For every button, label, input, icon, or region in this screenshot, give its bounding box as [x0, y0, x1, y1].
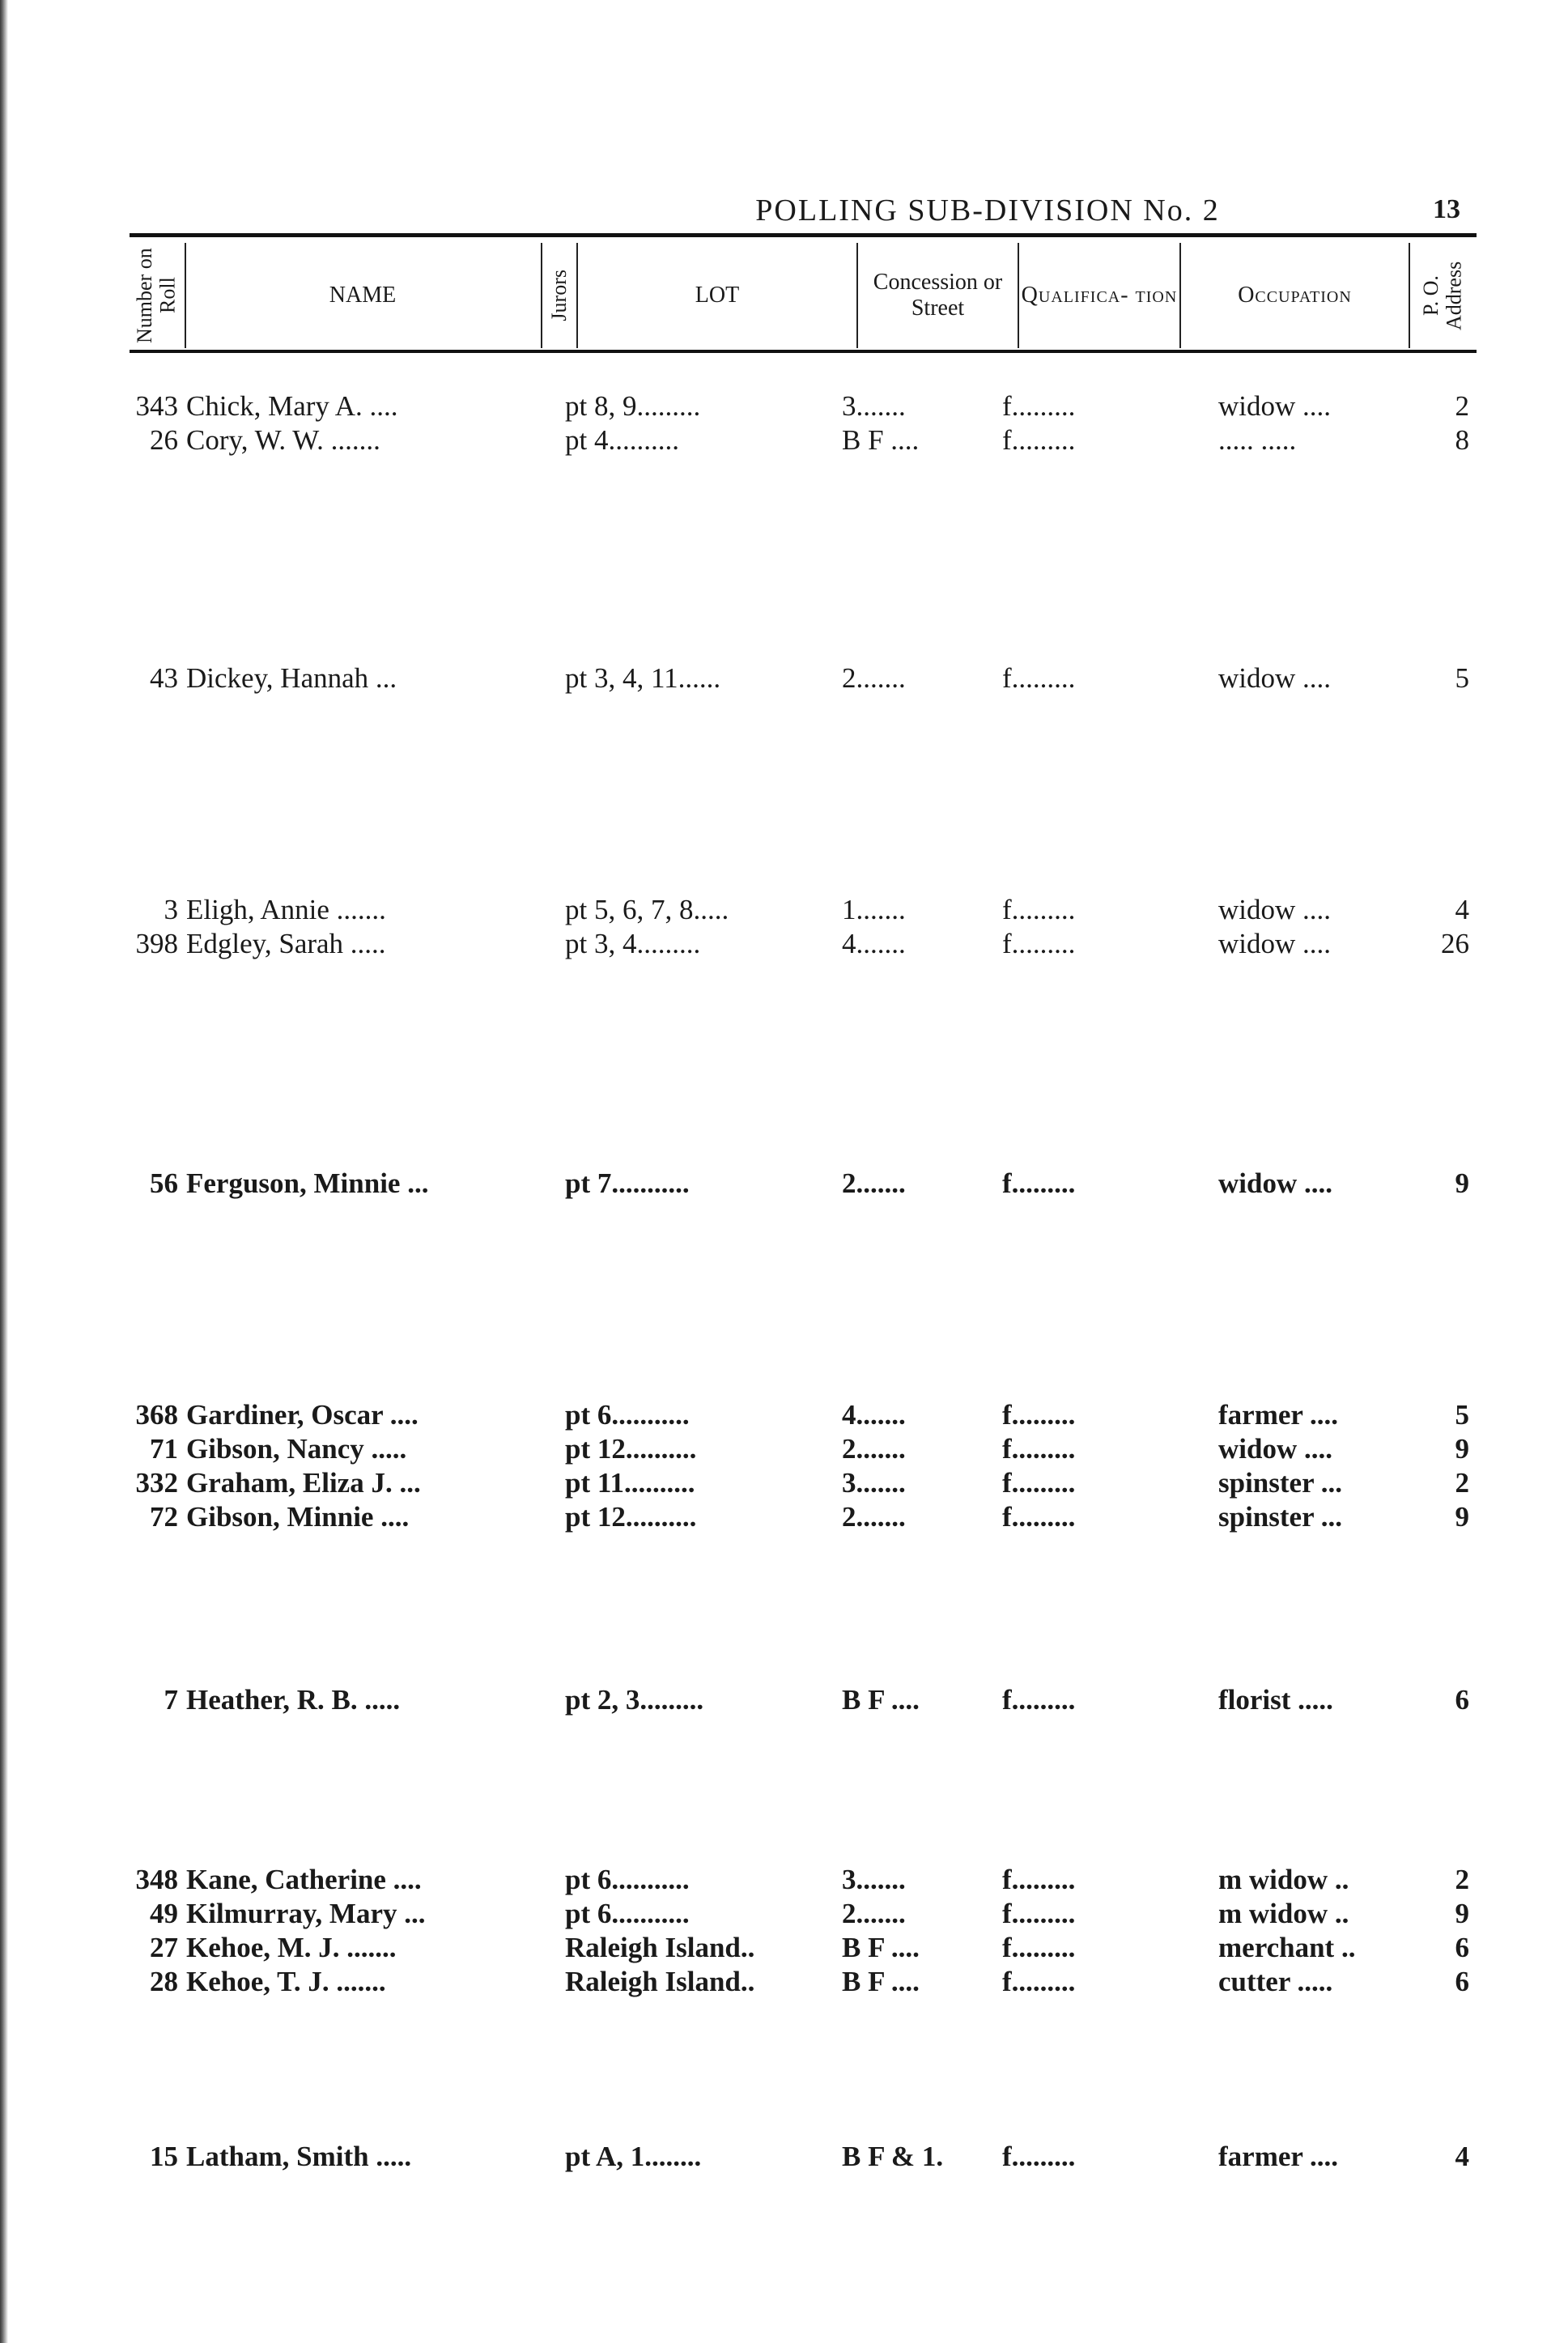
voter-name: Chick, Mary A. .... [186, 390, 398, 422]
roll-number: 7 [164, 1684, 178, 1716]
table-row [0, 1467, 1568, 1501]
roll-number: 71 [150, 1433, 178, 1465]
occupation-cell: widow .... [1218, 928, 1332, 959]
table-row [0, 894, 1568, 928]
qualification-cell: f......... [1002, 928, 1076, 959]
occupation-cell: spinster ... [1218, 1467, 1342, 1499]
voter-name: Cory, W. W. ....... [186, 424, 380, 456]
occupation-cell: widow .... [1218, 894, 1332, 925]
page-title: POLLING SUB-DIVISION No. 2 [755, 193, 1220, 227]
concession-cell: B F .... [842, 1966, 920, 1997]
page-number: 13 [1433, 194, 1460, 224]
po-address-cell: 4 [1455, 2141, 1469, 2172]
table-row [0, 1864, 1568, 1898]
concession-cell: B F .... [842, 1932, 920, 1963]
occupation-cell: m widow .. [1218, 1898, 1349, 1929]
header-lot: LOT [695, 282, 740, 308]
concession-cell: 4....... [842, 1399, 906, 1431]
voter-name: Gibson, Nancy ..... [186, 1433, 407, 1465]
concession-cell: 3....... [842, 390, 906, 422]
table-row [0, 1167, 1568, 1201]
header-jurors: Jurors [546, 270, 571, 321]
qualification-cell: f......... [1002, 1467, 1076, 1499]
voter-name: Gardiner, Oscar .... [186, 1399, 419, 1431]
po-address-cell: 6 [1455, 1932, 1469, 1963]
qualification-cell: f......... [1002, 1932, 1076, 1963]
table-row [0, 1898, 1568, 1932]
occupation-cell: farmer .... [1218, 2141, 1339, 2172]
lot-cell: pt 4.......... [565, 424, 679, 456]
qualification-cell: f......... [1002, 2141, 1076, 2172]
po-address-cell: 6 [1455, 1684, 1469, 1716]
qualification-cell: f......... [1002, 1864, 1076, 1895]
header-name: NAME [329, 282, 397, 308]
occupation-cell: widow .... [1218, 1433, 1332, 1465]
voter-name: Ferguson, Minnie ... [186, 1167, 429, 1199]
occupation-cell: spinster ... [1218, 1501, 1342, 1533]
occupation-cell: cutter ..... [1218, 1966, 1333, 1997]
occupation-cell: widow .... [1218, 1167, 1332, 1199]
header-occupation: Occupation [1238, 282, 1352, 308]
po-address-cell: 9 [1455, 1898, 1469, 1929]
roll-number: 72 [150, 1501, 178, 1533]
occupation-cell: florist ..... [1218, 1684, 1333, 1716]
lot-cell: pt 12.......... [565, 1501, 697, 1533]
occupation-cell: m widow .. [1218, 1864, 1349, 1895]
lot-cell: pt 7........... [565, 1167, 690, 1199]
lot-cell: pt 11.......... [565, 1467, 695, 1499]
roll-number: 28 [150, 1966, 178, 1997]
roll-number: 348 [135, 1864, 178, 1895]
roll-number: 3 [164, 894, 178, 925]
voter-name: Kehoe, M. J. ....... [186, 1932, 397, 1963]
lot-cell: pt 5, 6, 7, 8..... [565, 894, 729, 925]
roll-number: 26 [150, 424, 178, 456]
po-address-cell: 9 [1455, 1167, 1469, 1199]
po-address-cell: 9 [1455, 1501, 1469, 1533]
header-qualification: Qualifica- tion [1021, 282, 1178, 308]
voter-name: Heather, R. B. ..... [186, 1684, 401, 1716]
po-address-cell: 8 [1455, 424, 1469, 456]
concession-cell: 1....... [842, 894, 906, 925]
header-concession: Concession or Street [873, 269, 1003, 321]
voter-name: Edgley, Sarah ..... [186, 928, 386, 959]
lot-cell: pt 3, 4, 11...... [565, 662, 721, 694]
roll-number: 43 [150, 662, 178, 694]
table-row [0, 1684, 1568, 1718]
table-row [0, 424, 1568, 458]
concession-cell: 4....... [842, 928, 906, 959]
qualification-cell: f......... [1002, 1399, 1076, 1431]
concession-cell: B F & 1. [842, 2141, 944, 2172]
lot-cell: Raleigh Island.. [565, 1966, 755, 1997]
lot-cell: pt 2, 3......... [565, 1684, 704, 1716]
qualification-cell: f......... [1002, 1167, 1076, 1199]
po-address-cell: 2 [1455, 1864, 1469, 1895]
concession-cell: 2....... [842, 662, 906, 694]
roll-number: 27 [150, 1932, 178, 1963]
voter-name: Eligh, Annie ....... [186, 894, 386, 925]
table-row [0, 2141, 1568, 2175]
roll-number: 332 [135, 1467, 178, 1499]
lot-cell: pt 12.......... [565, 1433, 697, 1465]
header-number-on-roll: Number on Roll [133, 248, 180, 343]
voter-name: Gibson, Minnie .... [186, 1501, 410, 1533]
concession-cell: 2....... [842, 1433, 906, 1465]
roll-number: 15 [150, 2141, 178, 2172]
qualification-cell: f......... [1002, 894, 1076, 925]
po-address-cell: 5 [1455, 662, 1469, 694]
po-address-cell: 9 [1455, 1433, 1469, 1465]
concession-cell: 3....... [842, 1864, 906, 1895]
po-address-cell: 26 [1441, 928, 1469, 959]
voter-name: Kilmurray, Mary ... [186, 1898, 426, 1929]
header-po-address: P. O. Address [1419, 261, 1466, 330]
table-top-rule [130, 233, 1477, 237]
qualification-cell: f......... [1002, 1684, 1076, 1716]
po-address-cell: 6 [1455, 1966, 1469, 1997]
concession-cell: 2....... [842, 1898, 906, 1929]
po-address-cell: 2 [1455, 1467, 1469, 1499]
roll-number: 343 [135, 390, 178, 422]
table-row [0, 1932, 1568, 1966]
lot-cell: pt 6........... [565, 1898, 690, 1929]
roll-number: 49 [150, 1898, 178, 1929]
qualification-cell: f......... [1002, 1501, 1076, 1533]
occupation-cell: ..... ..... [1218, 424, 1297, 456]
voter-name: Latham, Smith ..... [186, 2141, 412, 2172]
table-row [0, 662, 1568, 696]
roll-number: 398 [135, 928, 178, 959]
concession-cell: 2....... [842, 1167, 906, 1199]
voter-name: Dickey, Hannah ... [186, 662, 397, 694]
po-address-cell: 2 [1455, 390, 1469, 422]
qualification-cell: f......... [1002, 1433, 1076, 1465]
concession-cell: 3....... [842, 1467, 906, 1499]
table-row [0, 390, 1568, 424]
table-row [0, 1399, 1568, 1433]
lot-cell: pt 3, 4......... [565, 928, 701, 959]
table-row [0, 1501, 1568, 1535]
voter-name: Kane, Catherine .... [186, 1864, 422, 1895]
qualification-cell: f......... [1002, 424, 1076, 456]
lot-cell: Raleigh Island.. [565, 1932, 755, 1963]
voter-name: Kehoe, T. J. ....... [186, 1966, 386, 1997]
qualification-cell: f......... [1002, 1898, 1076, 1929]
table-bottom-rule [130, 350, 1477, 353]
po-address-cell: 5 [1455, 1399, 1469, 1431]
table-row [0, 928, 1568, 962]
roll-number: 368 [135, 1399, 178, 1431]
po-address-cell: 4 [1455, 894, 1469, 925]
qualification-cell: f......... [1002, 390, 1076, 422]
table-row [0, 1966, 1568, 2000]
table-row [0, 1433, 1568, 1467]
qualification-cell: f......... [1002, 662, 1076, 694]
lot-cell: pt 6........... [565, 1399, 690, 1431]
concession-cell: 2....... [842, 1501, 906, 1533]
occupation-cell: farmer .... [1218, 1399, 1339, 1431]
lot-cell: pt A, 1........ [565, 2141, 702, 2172]
concession-cell: B F .... [842, 1684, 920, 1716]
occupation-cell: widow .... [1218, 662, 1332, 694]
roll-number: 56 [150, 1167, 178, 1199]
concession-cell: B F .... [842, 424, 920, 456]
qualification-cell: f......... [1002, 1966, 1076, 1997]
occupation-cell: merchant .. [1218, 1932, 1356, 1963]
lot-cell: pt 6........... [565, 1864, 690, 1895]
voter-name: Graham, Eliza J. ... [186, 1467, 421, 1499]
lot-cell: pt 8, 9......... [565, 390, 701, 422]
occupation-cell: widow .... [1218, 390, 1332, 422]
